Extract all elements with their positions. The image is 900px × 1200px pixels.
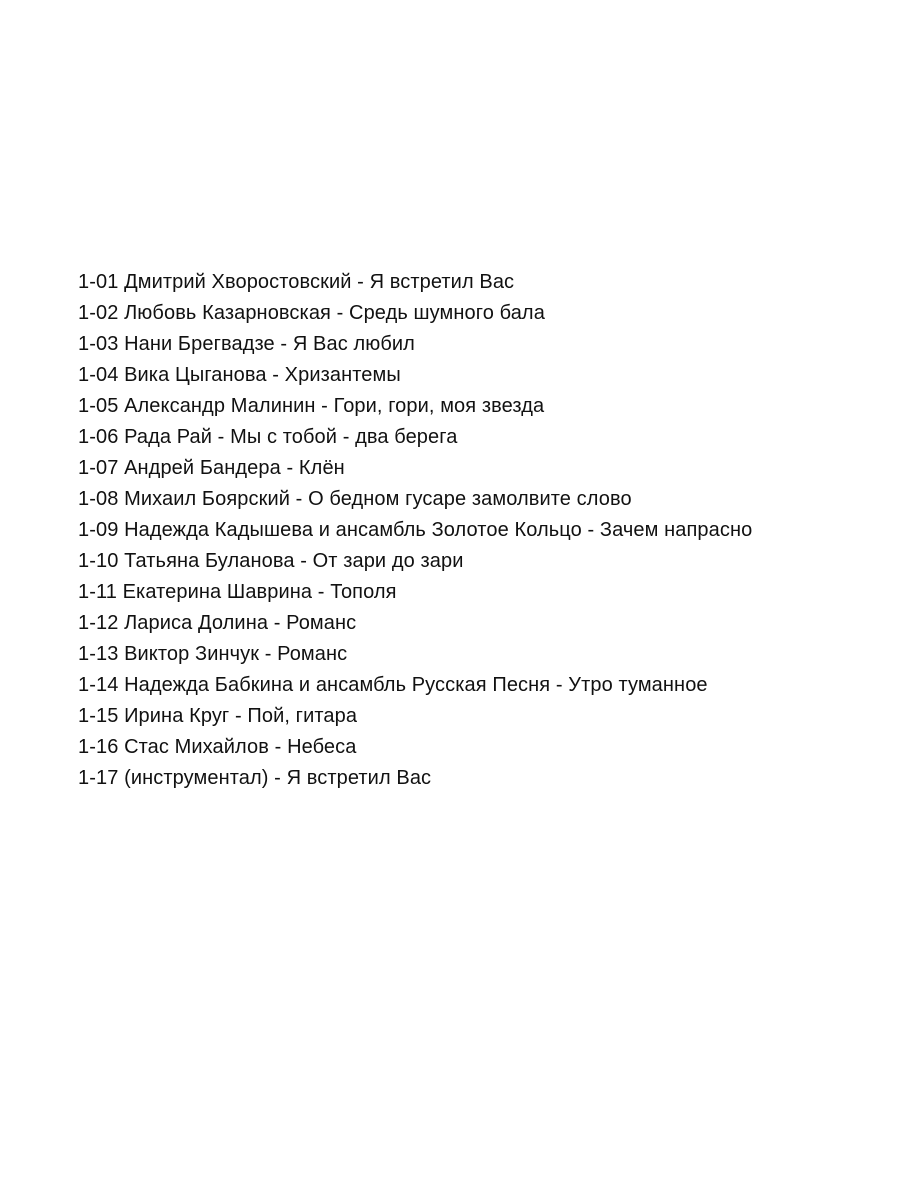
track-item: 1-09 Надежда Кадышева и ансамбль Золотое Кольцо - Зачем напрасно bbox=[78, 519, 753, 541]
track-item: 1-03 Нани Брегвадзе - Я Вас любил bbox=[78, 333, 415, 355]
track-item: 1-01 Дмитрий Хворостовский - Я встретил Вас bbox=[78, 271, 515, 293]
track-list bbox=[78, 267, 878, 794]
track-item: 1-11 Екатерина Шаврина - Тополя bbox=[78, 581, 397, 603]
track-item: 1-12 Лариса Долина - Романс bbox=[78, 612, 357, 634]
track-item: 1-02 Любовь Казарновская - Средь шумного бала bbox=[78, 302, 545, 324]
track-item: 1-08 Михаил Боярский - О бедном гусаре замолвите слово bbox=[78, 488, 632, 510]
track-item: 1-04 Вика Цыганова - Хризантемы bbox=[78, 364, 401, 386]
track-item: 1-06 Рада Рай - Мы с тобой - два берега bbox=[78, 426, 458, 448]
track-item: 1-13 Виктор Зинчук - Романс bbox=[78, 643, 348, 665]
track-item: 1-16 Стас Михайлов - Небеса bbox=[78, 736, 357, 758]
track-item: 1-07 Андрей Бандера - Клён bbox=[78, 457, 345, 479]
track-item: 1-15 Ирина Круг - Пой, гитара bbox=[78, 705, 358, 727]
track-item: 1-05 Александр Малинин - Гори, гори, моя звезда bbox=[78, 395, 545, 417]
track-item: 1-10 Татьяна Буланова - От зари до зари bbox=[78, 550, 464, 572]
track-item: 1-17 (инструментал) - Я встретил Вас bbox=[78, 767, 432, 789]
track-item: 1-14 Надежда Бабкина и ансамбль Русская Песня - Утро туманное bbox=[78, 674, 708, 696]
